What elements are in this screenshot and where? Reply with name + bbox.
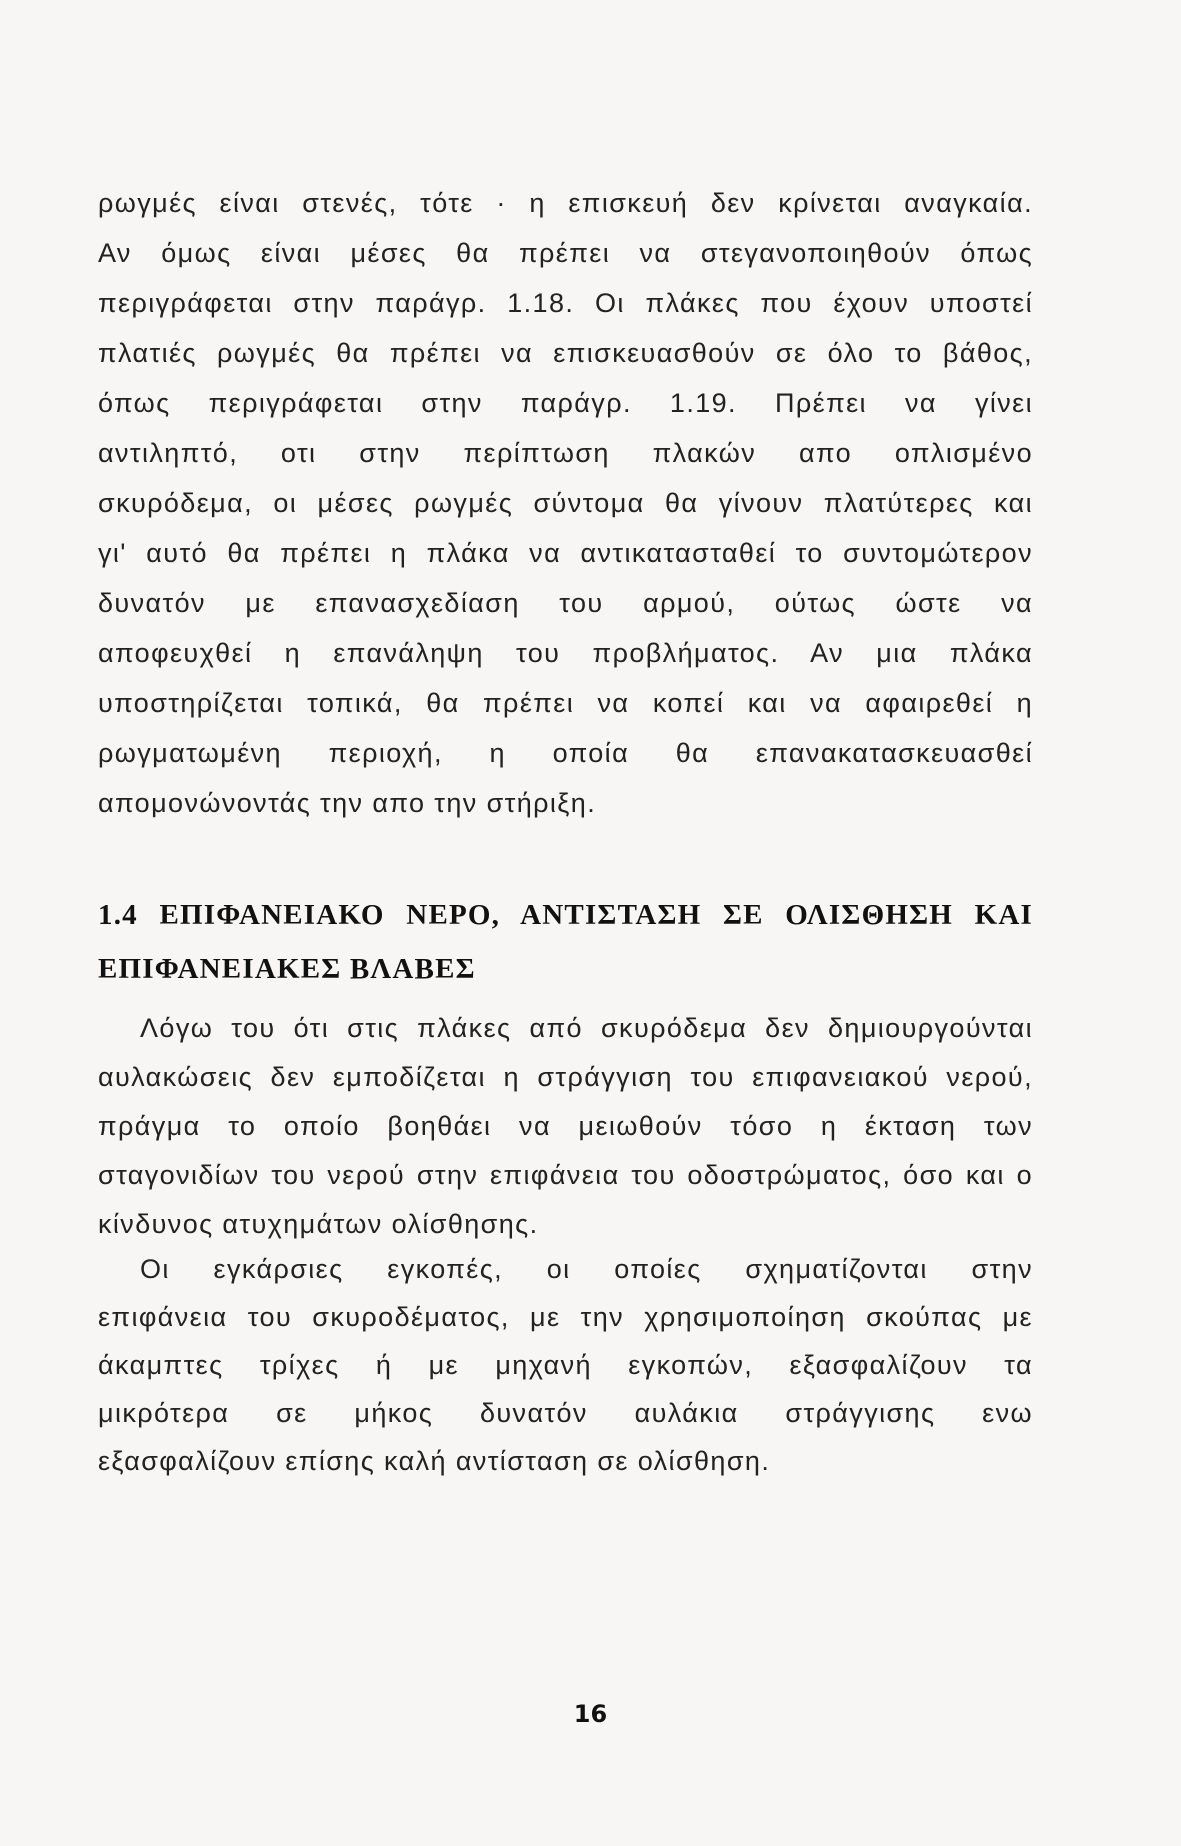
paragraph-surface-water [98,1004,1033,1249]
paragraph-grooves [98,1245,1033,1485]
text-line: σκυρόδεμα, οι μέσες ρωγμές σύντομα θα γίνουν πλατύτερες και [98,488,1033,518]
section-heading-line-1: 1.4 ΕΠΙΦΑΝΕΙΑΚΟ ΝΕΡΟ, ΑΝΤΙΣΤΑΣΗ ΣΕ ΟΛΙΣΘΗΣΗ ΚΑΙ [98,899,1033,931]
text-line: γι' αυτό θα πρέπει η πλάκα να αντικατασταθεί το συντομώτερον [98,538,1033,568]
text-line: κίνδυνος ατυχημάτων ολίσθησης. [98,1209,539,1239]
text-line: Οι εγκάρσιες εγκοπές, οι οποίες σχηματίζονται στην [140,1254,1033,1284]
text-line: Αν όμως είναι μέσες θα πρέπει να στεγανοποιηθούν όπως [98,238,1033,268]
text-line: υποστηρίζεται τοπικά, θα πρέπει να κοπεί και να αφαιρεθεί η [98,688,1033,718]
text-line: αντιληπτό, οτι στην περίπτωση πλακών απο οπλισμένο [98,438,1033,468]
text-line: περιγράφεται στην παράγρ. 1.18. Οι πλάκες που έχουν υποστεί [98,288,1033,318]
text-line: ρωγμές είναι στενές, τότε · η επισκευή δεν κρίνεται αναγκαία. [98,188,1033,218]
text-line: αυλακώσεις δεν εμποδίζεται η στράγγιση του επιφανειακού νερού, [98,1062,1033,1092]
text-line: πλατιές ρωγμές θα πρέπει να επισκευασθούν σε όλο το βάθος, [98,338,1033,368]
text-line: απομονώνοντάς την απο την στήριξη. [98,788,597,818]
text-line: επιφάνεια του σκυροδέματος, με την χρησιμοποίηση σκούπας με [98,1302,1033,1332]
text-line: μικρότερα σε μήκος δυνατόν αυλάκια στράγγισης ενω [98,1398,1033,1428]
text-line: άκαμπτες τρίχες ή με μηχανή εγκοπών, εξασφαλίζουν τα [98,1350,1033,1380]
text-line: ρωγματωμένη περιοχή, η οποία θα επανακατασκευασθεί [98,738,1033,768]
paragraph-cracks [98,178,1033,828]
text-line: δυνατόν με επανασχεδίαση του αρμού, ούτως ώστε να [98,588,1033,618]
text-line: Λόγω του ότι στις πλάκες από σκυρόδεμα δεν δημιουργούνται [140,1013,1033,1043]
text-line: πράγμα το οποίο βοηθάει να μειωθούν τόσο η έκταση των [98,1111,1033,1141]
text-line: όπως περιγράφεται στην παράγρ. 1.19. Πρέπει να γίνει [98,388,1033,418]
text-line: σταγονιδίων του νερού στην επιφάνεια του οδοστρώματος, όσο και ο [98,1160,1033,1190]
text-line: αποφευχθεί η επανάληψη του προβλήματος. Αν μια πλάκα [98,638,1033,668]
section-heading [98,888,1033,996]
page-number: 16 [573,1700,608,1728]
section-heading-line-2: ΕΠΙΦΑΝΕΙΑΚΕΣ ΒΛΑΒΕΣ [98,953,476,985]
text-line: εξασφαλίζουν επίσης καλή αντίσταση σε ολίσθηση. [98,1446,771,1476]
